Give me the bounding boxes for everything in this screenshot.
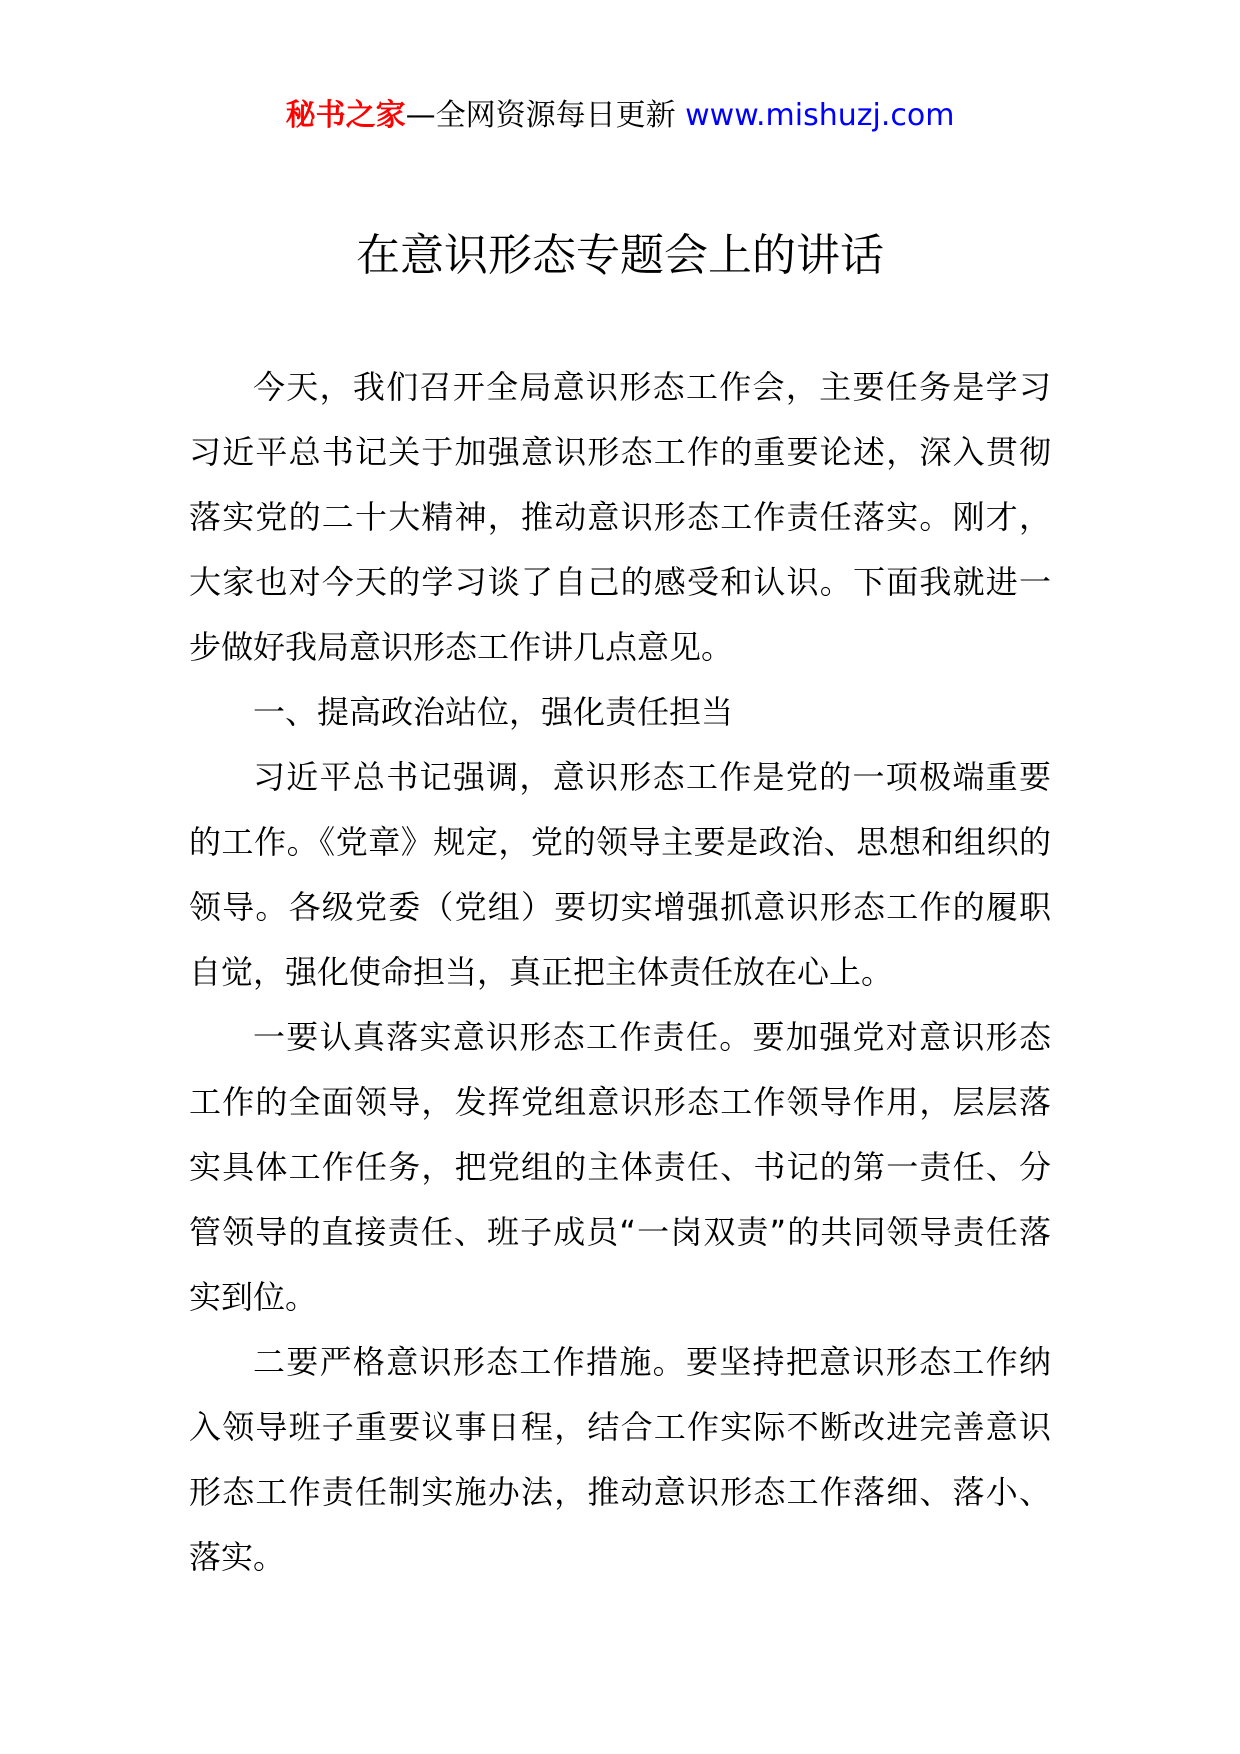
document-body [189, 355, 1051, 1590]
brand-name[interactable]: 秘书之家 [285, 98, 406, 133]
document-title: 在意识形态专题会上的讲话 [356, 230, 884, 281]
header-tagline: —全网资源每日更新 [405, 98, 686, 133]
paragraph-point-1: 一要认真落实意识形态工作责任。要加强党对意识形态工作的全面领导，发挥党组意识形态工作领导作用，层层落实具体工作任务，把党组的主体责任、书记的第一责任、分管领导的直接责任、班子成员“一岗双责”的共同领导责任落实到位。 [189, 1018, 1051, 1316]
paragraph-intro: 今天，我们召开全局意识形态工作会，主要任务是学习习近平总书记关于加强意识形态工作的重要论述，深入贯彻落实党的二十大精神，推动意识形态工作责任落实。刚才，大家也对今天的学习谈了自己的感受和认识。下面我就进一步做好我局意识形态工作讲几点意见。 [189, 368, 1051, 666]
paragraph-section-1: 习近平总书记强调，意识形态工作是党的一项极端重要的工作。《党章》规定，党的领导主要是政治、思想和组织的领导。各级党委（党组）要切实增强抓意识形态工作的履职自觉，强化使命担当，真正把主体责任放在心上。 [189, 758, 1051, 991]
paragraph-point-2: 二要严格意识形态工作措施。要坚持把意识形态工作纳入领导班子重要议事日程，结合工作实际不断改进完善意识形态工作责任制实施办法，推动意识形态工作落细、落小、落实。 [189, 1343, 1051, 1576]
section-heading-1: 一、提高政治站位，强化责任担当 [253, 693, 734, 731]
site-url-link[interactable]: www.mishuzj.com [685, 98, 955, 133]
site-header [0, 96, 1240, 136]
